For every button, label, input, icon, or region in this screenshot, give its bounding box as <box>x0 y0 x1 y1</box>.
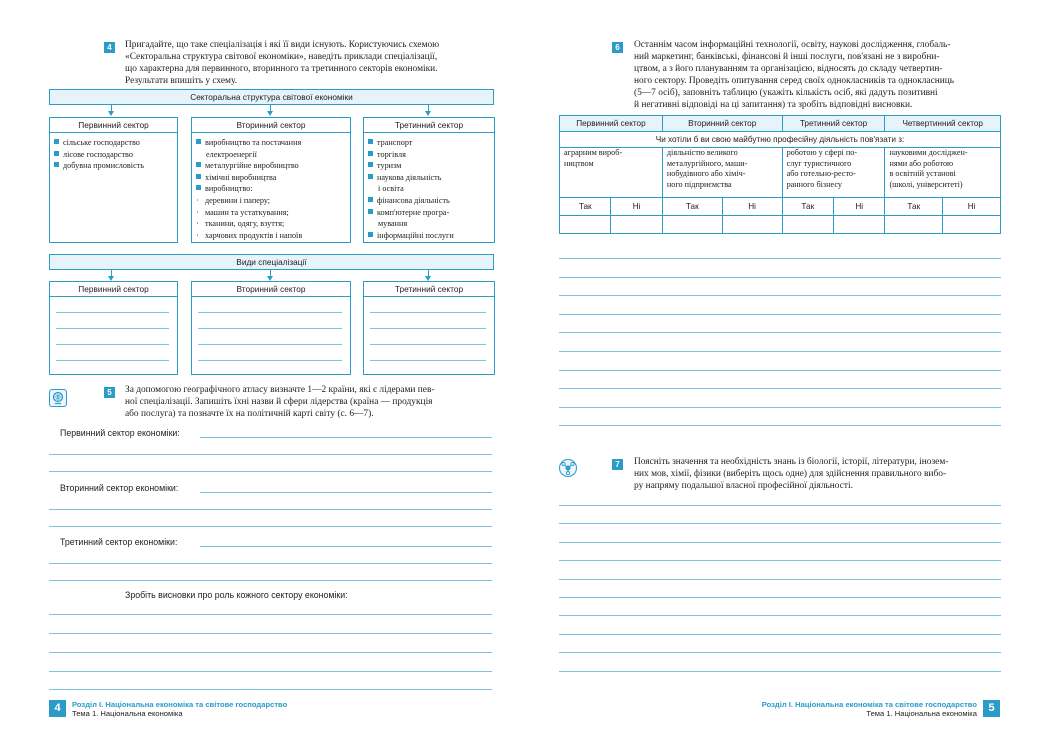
task-5-line: ної спеціалізації. Запишіть їхні назви й сфери лідерства (країна — продукція <box>125 396 433 407</box>
writing-line[interactable] <box>49 652 492 653</box>
task-5-text <box>125 385 493 421</box>
list-item: виробництво та постачання <box>196 137 347 149</box>
footer-topic: Тема 1. Національна економіка <box>866 709 977 718</box>
list-item: комп'ютерне програ- <box>368 207 491 219</box>
writing-line[interactable] <box>559 523 1001 524</box>
task-5-number: 5 <box>104 387 115 398</box>
writing-line[interactable] <box>198 328 342 329</box>
no-label: Ні <box>722 198 782 216</box>
task-4-number: 4 <box>104 42 115 53</box>
writing-line[interactable] <box>370 360 486 361</box>
primary-sector-label: Первинний сектор економіки: <box>60 428 180 438</box>
list-item: хімічні виробництва <box>196 172 347 184</box>
writing-line[interactable] <box>559 579 1001 580</box>
list-item: лісове господарство <box>54 149 174 161</box>
writing-line[interactable] <box>559 542 1001 543</box>
list-item: фінансова діяльність <box>368 195 491 207</box>
writing-line[interactable] <box>49 526 492 527</box>
answer-cell[interactable] <box>885 216 943 234</box>
specialization-tertiary-title: Третинний сектор <box>364 282 494 297</box>
specialization-secondary-title: Вторинний сектор <box>192 282 350 297</box>
list-item: торгівля <box>368 149 491 161</box>
cell-tertiary: роботою у сфері по- слуг туристичного або готельно-ресто- ранного бізнесу <box>782 148 885 198</box>
writing-line[interactable] <box>559 671 1001 672</box>
arrow-down-icon <box>425 111 431 116</box>
writing-line[interactable] <box>559 615 1001 616</box>
schema-sector-structure-title: Секторальна структура світової економіки <box>49 89 494 105</box>
table-answer-row <box>560 216 1001 234</box>
list-item: · харчових продуктів і напоїв <box>196 230 303 240</box>
list-item: туризм <box>368 160 491 172</box>
task-4-text <box>125 40 495 88</box>
writing-line[interactable] <box>200 492 492 493</box>
header-primary: Первинний сектор <box>560 116 663 132</box>
answer-cell[interactable] <box>834 216 885 234</box>
schema-specialization-title: Види спеціалізації <box>49 254 494 270</box>
table-yes-no-row <box>560 198 1001 216</box>
no-label: Ні <box>834 198 885 216</box>
tertiary-sector-label: Третинний сектор економіки: <box>60 537 178 547</box>
atlas-globe-icon <box>49 389 67 407</box>
writing-line[interactable] <box>559 351 1001 352</box>
answer-cell[interactable] <box>943 216 1001 234</box>
arrow-down-icon <box>267 111 273 116</box>
writing-line[interactable] <box>559 258 1001 259</box>
list-item: · машин та устаткування; <box>196 207 289 217</box>
no-label: Ні <box>943 198 1001 216</box>
secondary-sector-label: Вторинний сектор економіки: <box>60 483 179 493</box>
writing-line[interactable] <box>49 563 492 564</box>
writing-line[interactable] <box>198 360 342 361</box>
conclusion-label: Зробіть висновки про роль кожного сектору економіки: <box>125 590 348 600</box>
task-4-line: «Секторальна структура світової економіки», наведіть приклади спеціалізації, <box>125 51 438 62</box>
task-4-line: що характерна для первинного, вторинного та третинного секторів економіки. <box>125 63 438 74</box>
task-5-line: або послуга) та позначте їх на політичній карті світу (с. 6—7). <box>125 408 374 419</box>
writing-line[interactable] <box>49 671 492 672</box>
writing-line[interactable] <box>559 277 1001 278</box>
writing-line[interactable] <box>49 614 492 615</box>
list-item: електроенергії <box>206 149 257 159</box>
list-item: інформаційні послуги <box>368 230 491 242</box>
task-4-line: Результати впишіть у схему. <box>125 75 238 86</box>
writing-line[interactable] <box>559 634 1001 635</box>
task-6-text <box>634 40 1001 111</box>
task-7-line: них мов, хімії, фізики (виберіть щось одне) для здійснення правильного вибо- <box>634 468 947 479</box>
task-6-line: Останнім часом інформаційні технології, освіту, наукові дослідження, глобаль- <box>634 40 951 50</box>
writing-line[interactable] <box>559 560 1001 561</box>
secondary-sector-title: Вторинний сектор <box>192 118 350 133</box>
yes-label: Так <box>782 198 833 216</box>
writing-line[interactable] <box>198 312 342 313</box>
secondary-sector-box <box>191 117 351 243</box>
cell-quaternary: науковими досліджен- нями або роботою в освітній установі (школі, університеті) <box>885 148 1001 198</box>
list-item: мування <box>378 219 408 229</box>
cell-primary: аграрним вироб- ництвом <box>560 148 663 198</box>
yes-label: Так <box>885 198 943 216</box>
footer-topic: Тема 1. Національна економіка <box>72 709 183 718</box>
molecule-icon <box>559 459 577 477</box>
writing-line[interactable] <box>49 471 492 472</box>
header-quaternary: Четвертинний сектор <box>885 116 1001 132</box>
writing-line[interactable] <box>559 295 1001 296</box>
writing-line[interactable] <box>559 332 1001 333</box>
writing-line[interactable] <box>49 633 492 634</box>
primary-sector-list <box>50 133 177 172</box>
task-6-line: ного сектору. Проведіть опитування серед своїх однокласників та однокласниць <box>634 75 955 86</box>
writing-line[interactable] <box>49 580 492 581</box>
answer-cell[interactable] <box>782 216 833 234</box>
answer-cell[interactable] <box>611 216 662 234</box>
yes-label: Так <box>662 198 722 216</box>
list-item: · деревини і паперу; <box>196 195 271 205</box>
writing-line[interactable] <box>49 454 492 455</box>
writing-line[interactable] <box>56 360 169 361</box>
writing-line[interactable] <box>56 312 169 313</box>
tertiary-sector-box <box>363 117 495 243</box>
answer-cell[interactable] <box>662 216 722 234</box>
list-item: наукова діяльність <box>368 172 491 184</box>
cell-secondary: діяльністю великого металургійного, маши- нобудівного або хіміч- ного підприємства <box>662 148 782 198</box>
list-item: виробництво: <box>196 183 347 195</box>
footer-section: Розділ І. Національна економіка та світове господарство <box>72 700 288 709</box>
writing-line[interactable] <box>370 328 486 329</box>
arrow-down-icon <box>108 111 114 116</box>
writing-line[interactable] <box>49 689 492 690</box>
yes-label: Так <box>560 198 611 216</box>
writing-line[interactable] <box>56 344 169 345</box>
primary-sector-title: Первинний сектор <box>50 118 177 133</box>
writing-line[interactable] <box>559 505 1001 506</box>
specialization-primary-title: Первинний сектор <box>50 282 177 297</box>
writing-line[interactable] <box>559 597 1001 598</box>
writing-line[interactable] <box>200 546 492 547</box>
page-number: 4 <box>49 700 66 717</box>
writing-line[interactable] <box>559 407 1001 408</box>
secondary-sector-list <box>192 133 350 241</box>
writing-line[interactable] <box>559 370 1001 371</box>
writing-line[interactable] <box>559 314 1001 315</box>
list-item: і освіта <box>378 184 404 194</box>
writing-line[interactable] <box>370 344 486 345</box>
task-6-number: 6 <box>612 42 623 53</box>
task-7-line: Поясніть значення та необхідність знань із біології, історії, літератури, інозем- <box>634 457 949 467</box>
writing-line[interactable] <box>370 312 486 313</box>
task-7-number: 7 <box>612 459 623 470</box>
task-4-line: Пригадайте, що таке спеціалізація і які її види існують. Користуючись схемою <box>125 40 440 50</box>
header-tertiary: Третинний сектор <box>782 116 885 132</box>
writing-line[interactable] <box>49 509 492 510</box>
task-6-line: ний маркетинг, банківські, фінансові й інші послуги, пов'язані не з виробни- <box>634 51 940 62</box>
list-item: сільське господарство <box>54 137 174 149</box>
page-number: 5 <box>983 700 1000 717</box>
writing-line[interactable] <box>200 437 492 438</box>
task-6-line: цтвом, а з його плануванням та організацією, відносять до складу четвертин- <box>634 63 943 74</box>
writing-line[interactable] <box>559 652 1001 653</box>
writing-line[interactable] <box>198 344 342 345</box>
table-question-row <box>560 132 1001 148</box>
writing-line[interactable] <box>56 328 169 329</box>
no-label: Ні <box>611 198 662 216</box>
writing-line[interactable] <box>559 425 1001 426</box>
task-6-line: (5—7 осіб), заповніть таблицю (укажіть кількість осіб, які дадуть позитивні <box>634 87 938 98</box>
list-item: транспорт <box>368 137 491 149</box>
writing-line[interactable] <box>559 388 1001 389</box>
list-item: добувна промисловість <box>54 160 174 172</box>
tertiary-sector-title: Третинний сектор <box>364 118 494 133</box>
task-6-line: й негативні відповіді на ці запитання) та зробіть відповідні висновки. <box>634 99 913 110</box>
footer <box>72 700 287 718</box>
footer-section: Розділ І. Національна економіка та світове господарство <box>761 700 977 709</box>
table-row <box>560 148 1001 198</box>
task-7-text <box>634 457 1001 493</box>
table-question: Чи хотіли б ви свою майбутню професійну діяльність пов'язати з: <box>560 132 1001 148</box>
task-7-line: ру напряму подальшої власної професійної діяльності. <box>634 480 853 491</box>
header-secondary: Вторинний сектор <box>662 116 782 132</box>
footer <box>760 700 977 718</box>
answer-cell[interactable] <box>560 216 611 234</box>
primary-sector-box <box>49 117 178 243</box>
task-5-line: За допомогою географічного атласу визначте 1—2 країни, які є лідерами пев- <box>125 385 435 395</box>
tertiary-sector-list <box>364 133 494 241</box>
list-item: металургійне виробництво <box>196 160 347 172</box>
survey-table <box>559 115 1001 234</box>
answer-cell[interactable] <box>722 216 782 234</box>
list-item: · тканини, одягу, взуття; <box>196 219 285 229</box>
table-header-row <box>560 116 1001 132</box>
